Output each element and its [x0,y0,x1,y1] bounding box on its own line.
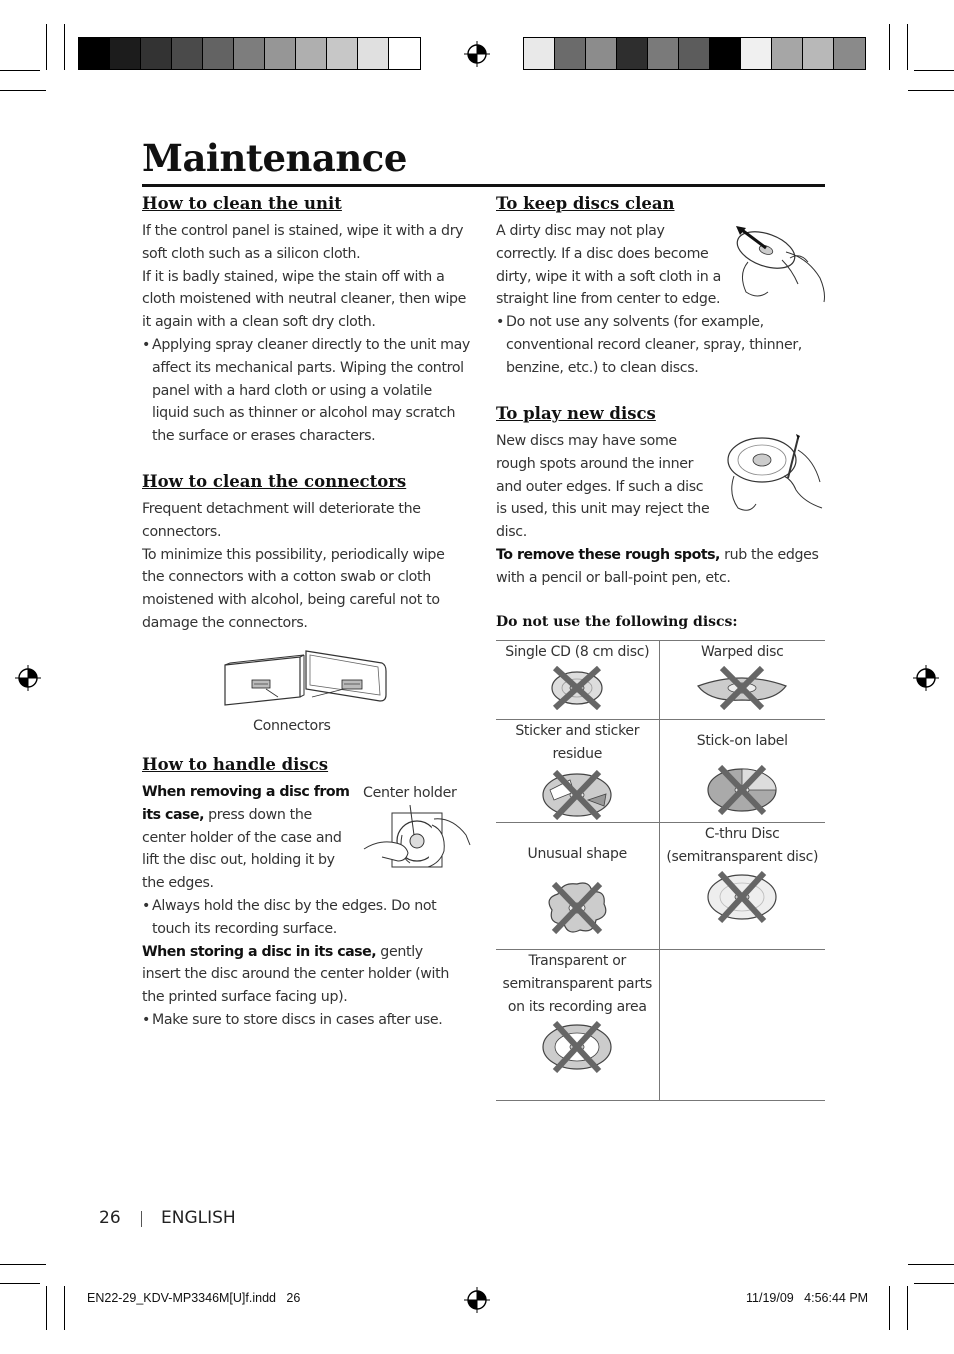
connectors-caption: Connectors [253,718,331,734]
registration-mark-icon [15,665,41,691]
language-label: ENGLISH [161,1208,236,1228]
disc-label: Sticker and sticker residue [515,723,640,762]
section-handle-discs [142,895,460,1032]
disc-cell-sticker-residue [496,720,659,823]
color-swatch [617,38,648,69]
c-thru-disc-crossed-icon [705,871,779,923]
do-not-use-heading: Do not use the following discs: [496,614,738,630]
color-swatch [110,38,141,69]
paragraph: A dirty disc may not play correctly. If a disc does become dirty, wipe it with a soft cloth in a straight line from center to edge. [496,223,721,308]
paragraph: If the control panel is stained, wipe it with a dry soft cloth such as a silicon cloth. [142,223,464,262]
section-clean-unit [142,220,470,448]
new-discs-text [496,430,718,544]
page-number: 26 [99,1208,121,1228]
color-swatch [524,38,555,69]
color-swatch [389,38,420,69]
table-row [496,950,825,1101]
color-swatch [141,38,172,69]
paragraph: New discs may have some rough spots around the inner and outer edges. If such a disc is used, this unit may reject the disc. [496,433,710,541]
paragraph: Frequent detachment will deteriorate the connectors. [142,501,421,540]
remove-text: rub the edges with a pencil or ball-point pen, etc. [496,547,819,586]
stick-on-label-crossed-icon [705,765,779,815]
table-row [496,641,825,720]
color-swatch [203,38,234,69]
disc-label: Warped disc [700,644,784,660]
disc-label: Unusual shape [527,846,627,862]
color-swatch [834,38,865,69]
storing-lead: When storing a disc in its case, [142,943,377,960]
disc-label: C-thru Disc (semitransparent disc) [666,826,819,865]
slug-filename: EN22-29_KDV-MP3346M[U]f.indd 26 [87,1291,301,1305]
color-swatch [555,38,586,69]
table-row [496,823,825,950]
removing-lead: When removing a disc from its case, [142,784,350,823]
warped-disc-crossed-icon [694,666,790,710]
removing-disc-text [142,781,352,895]
bullet-item: • Always hold the disc by the edges. Do not touch its recording surface. [142,895,460,941]
color-swatch [586,38,617,69]
color-swatch [741,38,772,69]
paragraph [496,544,824,590]
paragraph: To minimize this possibility, periodically wipe the connectors with a cotton swab or cloth moistened with alcohol, being careful not to damage the connectors. [142,546,445,631]
heading-new-discs: To play new discs [496,404,656,423]
heading-clean-connectors: How to clean the connectors [142,472,407,491]
disc-label: Transparent or semitransparent parts on its recording area [502,953,652,1015]
transparent-parts-crossed-icon [540,1021,614,1073]
sticker-residue-crossed-icon [540,770,614,820]
disc-cell-stick-on-label [659,720,825,823]
color-swatch [265,38,296,69]
title-rule [142,184,825,187]
color-bar-right [523,37,866,70]
slug-date: 11/19/09 4:56:44 PM [746,1291,869,1305]
disc-label: Single CD (8 cm disc) [505,644,650,660]
remove-rough-spots-text [496,544,824,590]
disc-cell-transparent-parts [496,950,659,1101]
bullet-text: Applying spray cleaner directly to the unit may affect its mechanical parts. Wiping the control panel with a hard cloth or using a volatile liquid such as thinner or alcohol may scratch the surface or erases characters. [152,336,470,445]
center-holder-illustration [362,805,472,875]
do-not-use-discs-table [496,640,825,1101]
heading-clean-unit: How to clean the unit [142,194,342,213]
heading-keep-clean: To keep discs clean [496,194,675,213]
single-cd-crossed-icon [549,666,605,710]
bullet-item: • Make sure to store discs in cases after use. [142,1009,460,1032]
disc-cell-empty [659,950,825,1101]
rough-spots-illustration [724,432,826,516]
bullet-text: Do not use any solvents (for example, conventional record cleaner, spray, thinner, benzine, etc.) to clean discs. [506,314,802,376]
paragraph [142,941,460,1009]
disc-cell-unusual-shape [496,823,659,950]
color-swatch [79,38,110,69]
disc-cell-single-cd [496,641,659,720]
keep-clean-text [496,220,728,311]
wiping-disc-illustration [728,222,828,304]
disc-label: Stick-on label [696,733,788,749]
bullet-item: • Applying spray cleaner directly to the unit may affect its mechanical parts. Wiping the control panel with a hard cloth or using a volatile liquid such as thinner or alcohol may scratch the surface or erases characters. [142,334,470,448]
faceplate-connectors-illustration [222,647,388,709]
footer-divider [141,1211,142,1227]
storing-text: gently insert the disc around the center holder (with the printed surface facing up). [142,943,449,1006]
disc-cell-c-thru [659,823,825,950]
bullet-item: • Do not use any solvents (for example, conventional record cleaner, spray, thinner, benzine, etc.) to clean discs. [496,311,821,379]
section-clean-connectors [142,498,460,635]
color-swatch [679,38,710,69]
color-swatch [710,38,741,69]
color-swatch [803,38,834,69]
disc-cell-warped [659,641,825,720]
color-swatch [172,38,203,69]
page-title: Maintenance [142,136,407,180]
color-bar-left [78,37,421,70]
table-row [496,720,825,823]
color-swatch [234,38,265,69]
color-swatch [296,38,327,69]
keep-clean-bullet [496,311,821,379]
color-swatch [358,38,389,69]
color-swatch [772,38,803,69]
registration-mark-icon [464,41,490,67]
color-swatch [648,38,679,69]
color-swatch [327,38,358,69]
removing-text: press down the center holder of the case and lift the disc out, holding it by the edges. [142,806,342,892]
center-holder-label: Center holder [363,785,457,801]
registration-mark-icon [464,1287,490,1313]
registration-mark-icon [913,665,939,691]
paragraph: If it is badly stained, wipe the stain off with a cloth moistened with neutral cleaner, then wipe it again with a clean soft dry cloth. [142,268,467,331]
bullet-text: Always hold the disc by the edges. Do not touch its recording surface. [152,898,437,937]
heading-handle-discs: How to handle discs [142,755,329,774]
bullet-text: Make sure to store discs in cases after use. [152,1011,443,1028]
unusual-shape-crossed-icon [544,880,610,936]
remove-lead: To remove these rough spots, [496,547,720,563]
